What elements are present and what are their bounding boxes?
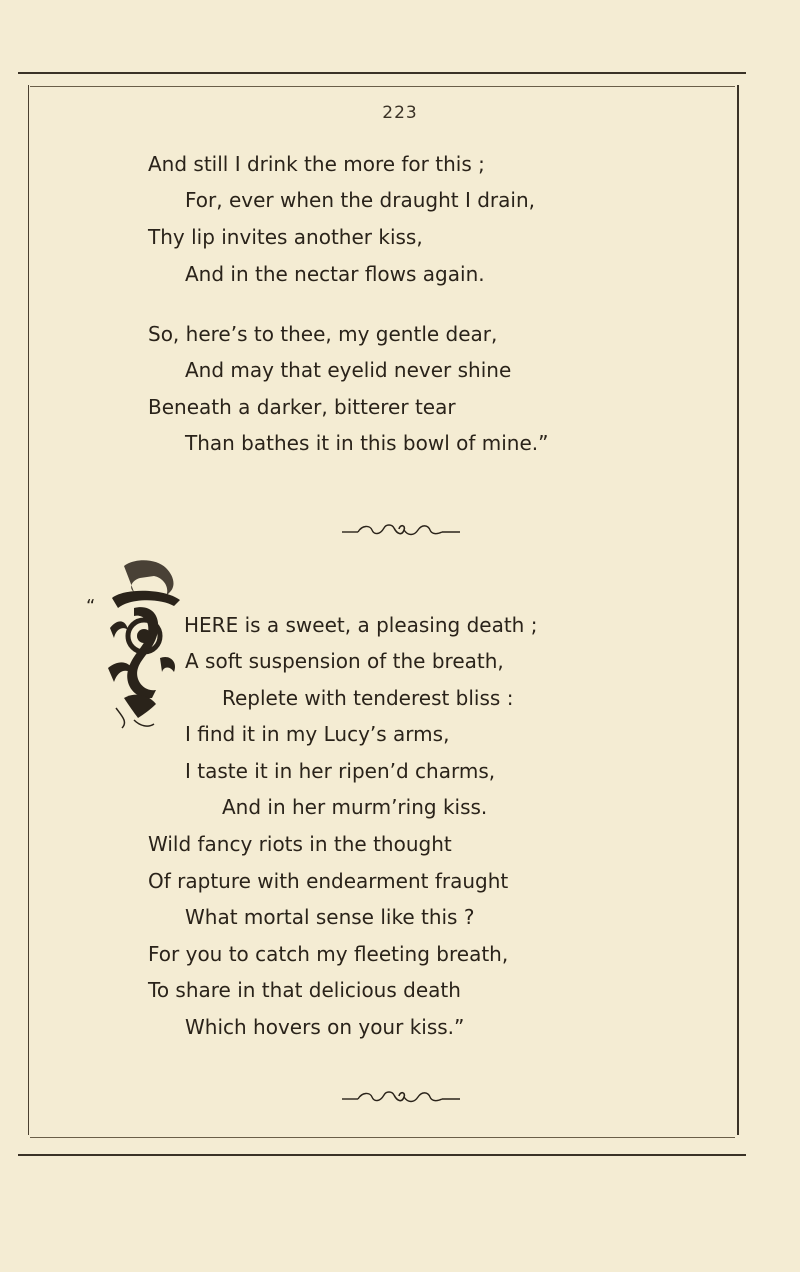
page-border-left-rule: [28, 85, 29, 1135]
poem-line: Replete with tenderest bliss :: [222, 686, 514, 710]
poem-line: To share in that delicious death: [148, 978, 461, 1002]
poem-line: Than bathes it in this bowl of mine.”: [185, 431, 549, 455]
ornamental-initial-t-icon: [104, 558, 182, 730]
poem-line: What mortal sense like this ?: [185, 905, 475, 929]
poem-line: And may that eyelid never shine: [185, 358, 512, 382]
poem-line: A soft suspension of the breath,: [185, 649, 504, 673]
poem-line: I taste it in her ripen’d charms,: [185, 759, 496, 783]
poem-line: Of rapture with endearment fraught: [148, 869, 509, 893]
page-border-right-rule: [737, 85, 739, 1135]
poem-line: And in the nectar flows again.: [185, 262, 485, 286]
page-number: 223: [382, 103, 418, 123]
ornament-divider-icon: [342, 1089, 460, 1113]
poem-line: HERE is a sweet, a pleasing death ;: [184, 613, 538, 637]
poem-line: And still I drink the more for this ;: [148, 152, 485, 176]
poem-line: For you to catch my fleeting breath,: [148, 942, 509, 966]
poem-line: Beneath a darker, bitterer tear: [148, 395, 456, 419]
poem-line: And in her murm’ring kiss.: [222, 795, 488, 819]
poem-line: Which hovers on your kiss.”: [185, 1015, 465, 1039]
opening-quote: “: [86, 596, 96, 617]
poem-line: Thy lip invites another kiss,: [148, 225, 423, 249]
poem-line: So, here’s to thee, my gentle dear,: [148, 322, 498, 346]
poem-line: For, ever when the draught I drain,: [185, 188, 535, 212]
ornament-divider-icon: [342, 522, 460, 546]
poem-line: I find it in my Lucy’s arms,: [185, 722, 450, 746]
poem-line: Wild fancy riots in the thought: [148, 832, 452, 856]
